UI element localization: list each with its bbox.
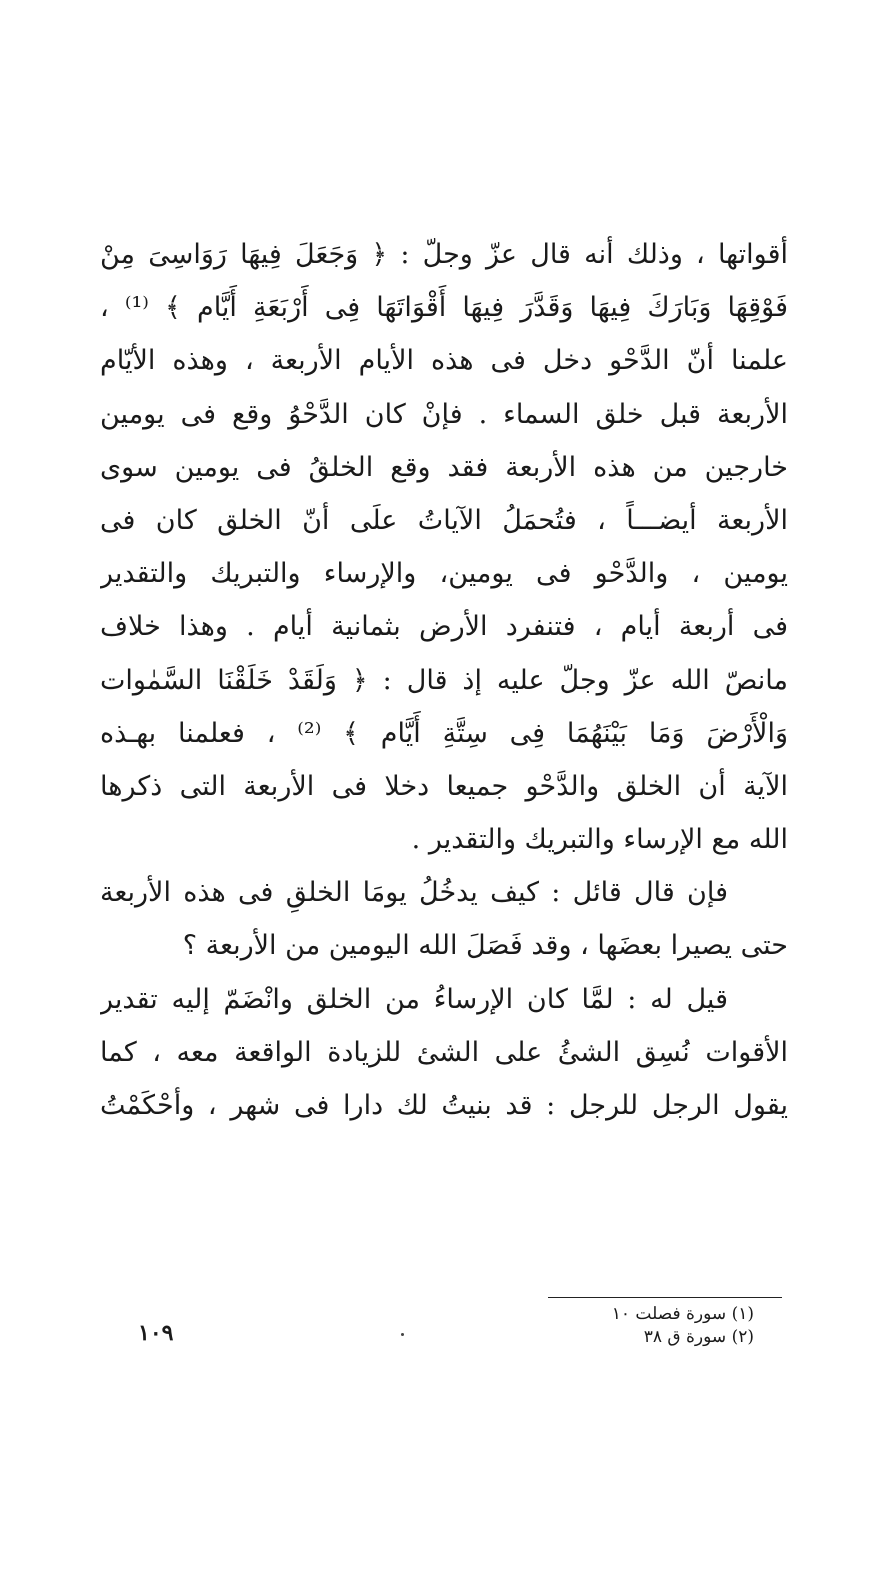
text-line: قيل له : لمَّا كان الإرساءُ من الخلق وانْضَمّ إليه تقدير [100, 983, 728, 1015]
footnotes [540, 1303, 754, 1349]
page-number: ١٠٩ [138, 1320, 174, 1346]
text-line: الأربعة قبل خلق السماء . فإنْ كان الدَّحْوُ وقع فى يومين [100, 398, 788, 430]
speck-mark [401, 1333, 404, 1336]
body-text [100, 228, 788, 1132]
text-line: الأربعة أيضـــاً ، فتُحمَلُ الآياتُ علَى أنّ الخلق كان فى [100, 504, 788, 536]
text-line: وَالْأَرْضَ وَمَا بَيْنَهُمَا فِى سِتَّةِ أَيَّام ﴾ ⁽²⁾ ، فعلمنا بهـذه [100, 717, 788, 749]
text-line: الله مع الإرساء والتبريك والتقدير . [411, 824, 788, 856]
text-line: مانصّ الله عزّ وجلّ عليه إذ قال : ﴿ وَلَقَدْ خَلَقْنَا السَّمٰوات [100, 664, 788, 696]
footnote-item: (١) سورة فصلت ١٠ [611, 1304, 754, 1324]
text-line: الآية أن الخلق والدَّحْو جميعا دخلا فى الأربعة التى ذكرها [100, 770, 788, 802]
text-line: فى أربعة أيام ، فتنفرد الأرض بثمانية أيام . وهذا خلاف [100, 611, 788, 643]
text-line: فإن قال قائل : كيف يدخُلُ يومَا الخلقِ فى هذه الأربعة [100, 877, 728, 909]
text-line: يومين ، والدَّحْو فى يومين، والإرساء والتبريك والتقدير [100, 558, 788, 590]
text-line: فَوْقِهَا وَبَارَكَ فِيهَا وَقَدَّرَ فِيهَا أَقْوَاتَهَا فِى أَرْبَعَةِ أَيَّام ﴾ ⁽¹⁾ ، [100, 292, 788, 324]
text-line: حتى يصيرا بعضَها ، وقد فَصَلَ الله اليومين من الأربعة ؟ [182, 930, 788, 962]
text-line: علمنا أنّ الدَّحْو دخل فى هذه الأيام الأربعة ، وهذه الأيّام [100, 345, 788, 377]
text-line: خارجين من هذه الأربعة فقد وقع الخلقُ فى يومين سوى [100, 451, 788, 483]
footnote-item: (٢) سورة ق ٣٨ [643, 1327, 754, 1347]
footnote-divider [548, 1297, 782, 1298]
text-line: أقواتها ، وذلك أنه قال عزّ وجلّ : ﴿ وَجَعَلَ فِيهَا رَوَاسِىَ مِنْ [100, 239, 788, 270]
text-line: يقول الرجل للرجل : قد بنيتُ لك دارا فى شهر ، وأحْكَمْتُ [100, 1090, 788, 1121]
text-line: الأقوات نُسِق الشئُ على الشئ للزيادة الواقعة معه ، كما [100, 1036, 788, 1068]
